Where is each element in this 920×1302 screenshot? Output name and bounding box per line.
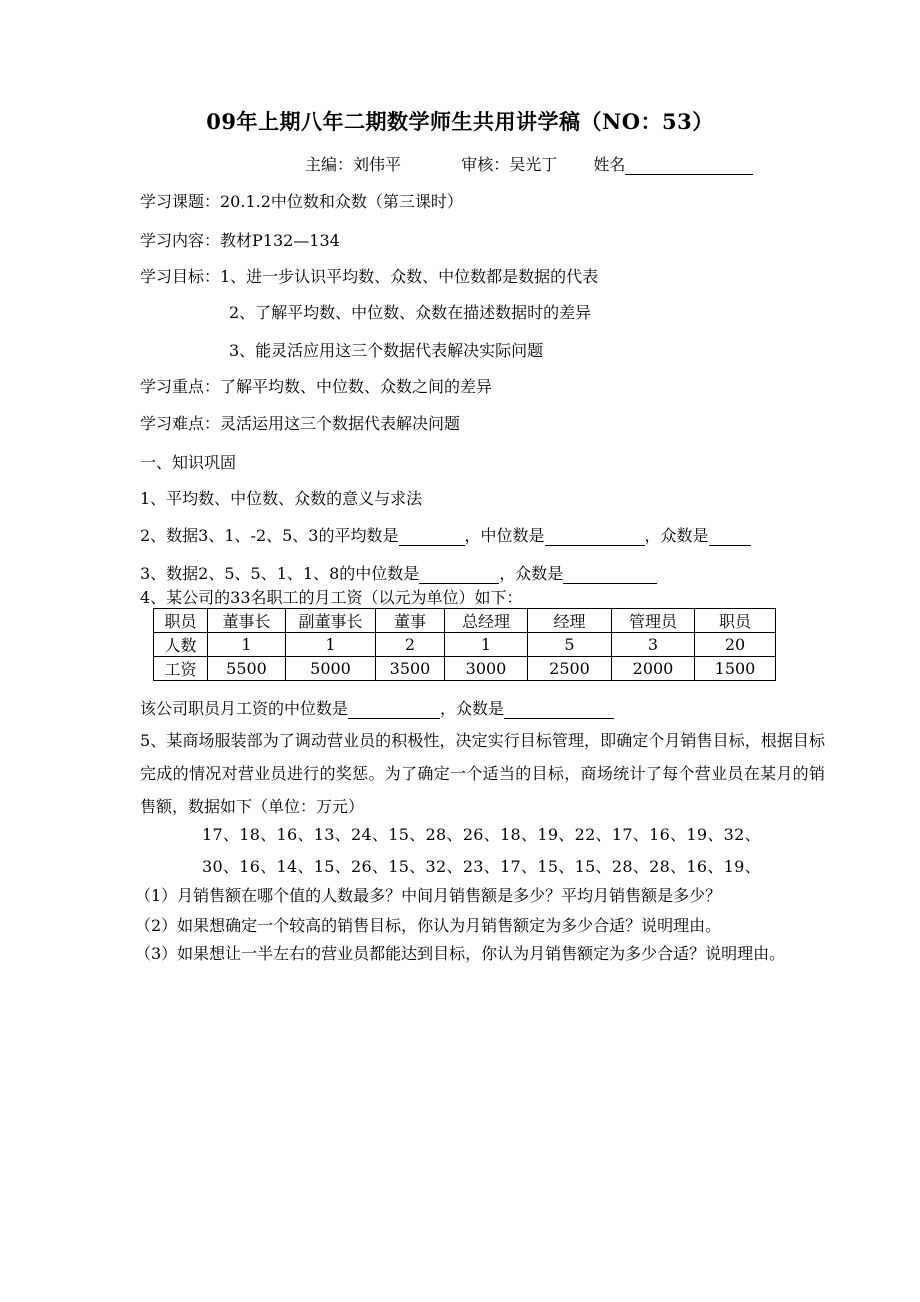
question-4-answer bbox=[140, 696, 614, 719]
table-cell: 1 bbox=[208, 633, 286, 657]
goal-line-3: 3、能灵活应用这三个数据代表解决实际问题 bbox=[229, 341, 544, 360]
q2-median-blank[interactable] bbox=[545, 527, 645, 546]
salary-table bbox=[153, 608, 776, 681]
table-cell: 3500 bbox=[376, 657, 445, 681]
question-4: 4、某公司的33名职工的月工资（以元为单位）如下： bbox=[140, 588, 523, 607]
q3-mode-blank[interactable] bbox=[563, 565, 657, 584]
topic-line: 学习课题：20.1.2中位数和众数（第三课时） bbox=[140, 192, 463, 211]
table-row bbox=[154, 633, 776, 657]
page-title: 09年上期八年二期数学师生共用讲学稿（NO：53） bbox=[206, 109, 714, 134]
q4-median-blank[interactable] bbox=[348, 700, 440, 719]
q2-mode-blank[interactable] bbox=[709, 527, 751, 546]
table-cell: 管理员 bbox=[612, 609, 695, 633]
question-1: 1、平均数、中位数、众数的意义与求法 bbox=[140, 489, 423, 508]
sales-data-line-2: 30、16、14、15、26、15、32、23、17、15、15、28、28、16、19、 bbox=[202, 857, 761, 876]
sub-question-2: （2）如果想确定一个较高的销售目标，你认为月销售额定为多少合适？说明理由。 bbox=[135, 916, 722, 935]
table-cell: 董事长 bbox=[208, 609, 286, 633]
table-cell: 副董事长 bbox=[286, 609, 376, 633]
section-heading: 一、知识巩固 bbox=[140, 453, 237, 472]
question-2-text-b: ，中位数是 bbox=[464, 526, 545, 545]
question-3-text-b: ，众数是 bbox=[499, 564, 564, 583]
question-5-intro: 5、某商场服装部为了调动营业员的积极性，决定实行目标管理，即确定个月销售目标，根据目标完成的情况对营业员进行的奖惩。为了确定一个适当的目标，商场统计了每个营业员在某月的销售额，数据如下（单位：万元） bbox=[140, 731, 825, 816]
question-4-after-b: ，众数是 bbox=[440, 699, 505, 718]
table-cell: 2500 bbox=[528, 657, 612, 681]
editor-label: 主编：刘伟平 bbox=[305, 155, 402, 174]
goal-line-1: 学习目标：1、进一步认识平均数、众数、中位数都是数据的代表 bbox=[140, 267, 599, 286]
table-cell: 工资 bbox=[154, 657, 208, 681]
name-blank[interactable] bbox=[625, 156, 753, 175]
table-cell: 5 bbox=[528, 633, 612, 657]
q2-mean-blank[interactable] bbox=[399, 527, 465, 546]
table-cell: 2000 bbox=[612, 657, 695, 681]
reviewer-label: 审核：吴光丁 bbox=[461, 155, 558, 174]
sub-question-3: （3）如果想让一半左右的营业员都能达到目标，你认为月销售额定为多少合适？说明理由。 bbox=[135, 944, 786, 963]
question-2 bbox=[140, 523, 751, 546]
table-cell: 5000 bbox=[286, 657, 376, 681]
question-4-after-a: 该公司职员月工资的中位数是 bbox=[140, 699, 349, 718]
question-2-text-c: ，众数是 bbox=[644, 526, 709, 545]
difficulty-line: 学习难点：灵活运用这三个数据代表解决问题 bbox=[140, 414, 461, 433]
goal-line-2: 2、了解平均数、中位数、众数在描述数据时的差异 bbox=[229, 303, 592, 322]
name-label: 姓名 bbox=[593, 155, 626, 174]
question-2-text-a: 2、数据3、1、-2、5、3的平均数是 bbox=[140, 526, 399, 545]
table-cell: 20 bbox=[695, 633, 776, 657]
table-cell: 人数 bbox=[154, 633, 208, 657]
sub-question-1: （1）月销售额在哪个值的人数最多？中间月销售额是多少？平均月销售额是多少？ bbox=[135, 886, 722, 905]
table-cell: 经理 bbox=[528, 609, 612, 633]
table-cell: 2 bbox=[376, 633, 445, 657]
table-cell: 1 bbox=[286, 633, 376, 657]
focus-line: 学习重点：了解平均数、中位数、众数之间的差异 bbox=[140, 377, 493, 396]
table-cell: 职员 bbox=[695, 609, 776, 633]
question-3 bbox=[140, 561, 657, 584]
q3-median-blank[interactable] bbox=[419, 565, 499, 584]
table-cell: 1 bbox=[445, 633, 528, 657]
table-cell: 3000 bbox=[445, 657, 528, 681]
table-cell: 董事 bbox=[376, 609, 445, 633]
content-line: 学习内容：教材P132—134 bbox=[140, 231, 340, 250]
question-3-text-a: 3、数据2、5、5、1、1、8的中位数是 bbox=[140, 564, 420, 583]
sales-data-line-1: 17、18、16、13、24、15、28、26、18、19、22、17、16、19、32、 bbox=[202, 825, 761, 844]
table-row bbox=[154, 609, 776, 633]
q4-mode-blank[interactable] bbox=[504, 700, 614, 719]
table-cell: 3 bbox=[612, 633, 695, 657]
table-cell: 职员 bbox=[154, 609, 208, 633]
table-cell: 5500 bbox=[208, 657, 286, 681]
byline bbox=[305, 152, 753, 175]
table-cell: 总经理 bbox=[445, 609, 528, 633]
table-cell: 1500 bbox=[695, 657, 776, 681]
table-row bbox=[154, 657, 776, 681]
